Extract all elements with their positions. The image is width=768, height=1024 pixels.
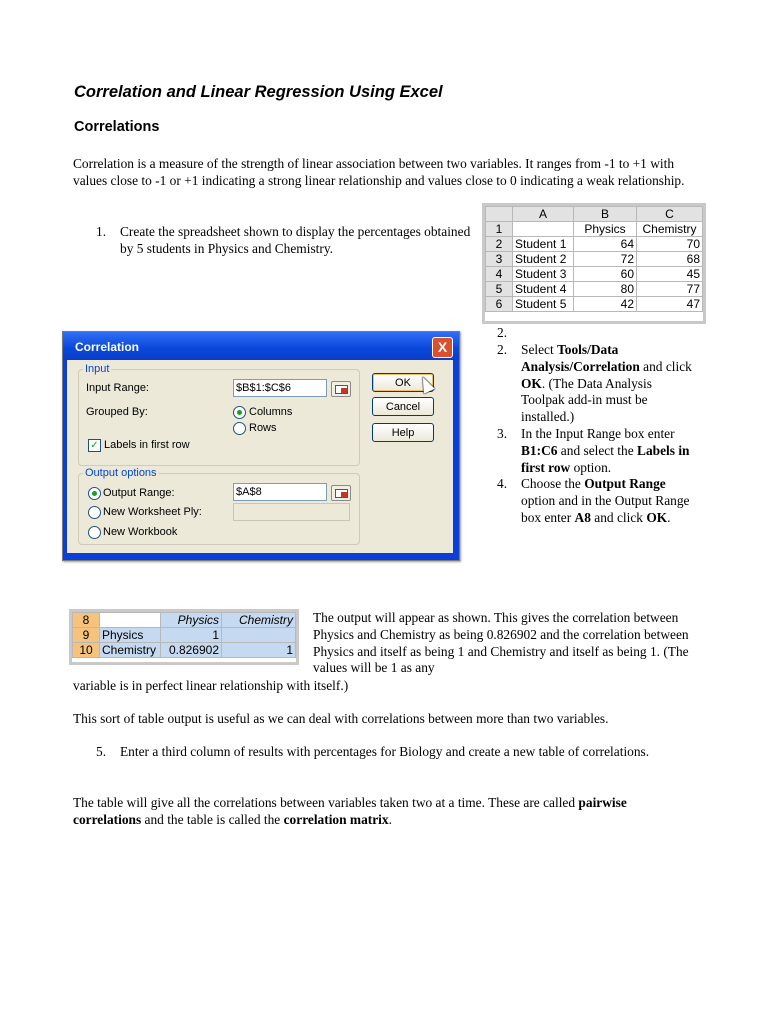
columns-radio[interactable] — [233, 406, 246, 419]
input-range-field[interactable]: $B$1:$C$6 — [233, 379, 327, 397]
cell: 80 — [574, 282, 637, 297]
step-3-text: In the Input Range box enter B1:C6 and select the Labels in first row option. — [521, 426, 690, 475]
new-workbook-radio[interactable] — [88, 526, 101, 539]
step-2-number: 2. — [497, 342, 508, 357]
cell: Student 1 — [513, 237, 574, 252]
table-row — [486, 282, 703, 297]
output-paragraph-tail: variable is in perfect linear relationship with itself.) — [73, 678, 349, 693]
step-4-number: 4. — [497, 476, 508, 491]
cell: Student 3 — [513, 267, 574, 282]
table-row — [486, 252, 703, 267]
cell: 70 — [637, 237, 703, 252]
cell: 42 — [574, 297, 637, 312]
cell: 0.826902 — [161, 643, 222, 658]
cell: Physics — [161, 613, 222, 628]
rows-label: Rows — [249, 422, 277, 434]
table-row — [486, 297, 703, 312]
step-1-number: 1. — [96, 224, 107, 239]
collapse-dialog-arrow-icon — [341, 492, 347, 497]
row-header: 8 — [73, 613, 100, 628]
cell: 47 — [637, 297, 703, 312]
table-row — [486, 267, 703, 282]
cancel-button[interactable]: Cancel — [372, 397, 434, 416]
col-header-b: B — [574, 207, 637, 222]
labels-first-row-label: Labels in first row — [104, 439, 190, 451]
row-header: 10 — [73, 643, 100, 658]
columns-label: Columns — [249, 406, 293, 418]
close-button[interactable]: X — [432, 337, 453, 358]
cell — [100, 613, 161, 628]
row-header: 6 — [486, 297, 513, 312]
cell: 1 — [222, 643, 296, 658]
col-header-a: A — [513, 207, 574, 222]
table-row — [486, 222, 703, 237]
cell: Chemistry — [222, 613, 296, 628]
page-title: Correlation and Linear Regression Using Excel — [74, 83, 443, 101]
help-button[interactable]: Help — [372, 423, 434, 442]
cell: Physics — [100, 628, 161, 643]
table-row — [73, 628, 296, 643]
step-5-number: 5. — [96, 744, 107, 759]
cell: 72 — [574, 252, 637, 267]
correlation-dialog — [62, 331, 460, 561]
step-1-text: Create the spreadsheet shown to display the percentages obtained by 5 students in Physics and Chemistry. — [120, 224, 471, 256]
new-worksheet-field[interactable] — [233, 503, 350, 521]
row-header: 3 — [486, 252, 513, 267]
intro-paragraph: Correlation is a measure of the strength of linear association between two variables. It ranges from -1 to +1 with values close to -1 or +1 indicating a strong linear relationship and values close to 0 indicating a weak relationship. — [73, 156, 685, 188]
col-header-c: C — [637, 207, 703, 222]
ok-button[interactable]: OK — [372, 373, 434, 392]
step-2-text: Select Tools/Data Analysis/Correlation and click OK. (The Data Analysis Toolpak add-in must be installed.) — [521, 342, 692, 425]
table-row — [73, 613, 296, 628]
rows-radio[interactable] — [233, 422, 246, 435]
cell — [222, 628, 296, 643]
cell: 1 — [161, 628, 222, 643]
new-workbook-label: New Workbook — [103, 526, 178, 538]
cell: Chemistry — [100, 643, 161, 658]
row-header: 2 — [486, 237, 513, 252]
output-range-collapse-button[interactable] — [331, 485, 351, 501]
table-paragraph: This sort of table output is useful as we can deal with correlations between more than two variables. — [73, 711, 609, 726]
corner-cell — [486, 207, 513, 222]
collapse-dialog-arrow-icon — [341, 388, 347, 393]
output-range-label: Output Range: — [103, 487, 175, 499]
row-header: 4 — [486, 267, 513, 282]
cell: Student 2 — [513, 252, 574, 267]
dialog-body — [67, 360, 453, 553]
cell: 45 — [637, 267, 703, 282]
final-paragraph: The table will give all the correlations between variables taken two at a time. These are called pairwise correlations and the table is called the correlation matrix. — [73, 795, 627, 827]
cell: 68 — [637, 252, 703, 267]
cell: 77 — [637, 282, 703, 297]
input-group-label: Input — [85, 363, 110, 375]
output-paragraph: The output will appear as shown. This gives the correlation between Physics and Chemistry as being 0.826902 and the correlation between Physics and itself as being 1 and Chemistry and itself as being 1. (The values will be 1 as any — [313, 610, 689, 676]
spreadsheet-output — [69, 609, 299, 665]
new-worksheet-radio[interactable] — [88, 506, 101, 519]
step-5-text: Enter a third column of results with percentages for Biology and create a new table of correlations. — [120, 744, 650, 759]
spreadsheet-students — [482, 203, 706, 324]
output-range-field[interactable]: $A$8 — [233, 483, 327, 501]
output-group-label: Output options — [85, 467, 157, 479]
table-row — [73, 643, 296, 658]
dialog-title: Correlation — [75, 340, 140, 354]
cell: Student 4 — [513, 282, 574, 297]
section-heading: Correlations — [74, 119, 160, 135]
new-worksheet-label: New Worksheet Ply: — [103, 506, 202, 518]
step-4-text: Choose the Output Range option and in the Output Range box enter A8 and click OK. — [521, 476, 690, 525]
grouped-by-label: Grouped By: — [86, 406, 148, 418]
dialog-titlebar — [63, 332, 459, 360]
cell: 60 — [574, 267, 637, 282]
input-range-label: Input Range: — [86, 382, 149, 394]
input-range-collapse-button[interactable] — [331, 381, 351, 397]
cell: 64 — [574, 237, 637, 252]
stray-list-number: 2. — [497, 325, 508, 340]
row-header: 1 — [486, 222, 513, 237]
row-header: 9 — [73, 628, 100, 643]
labels-first-row-checkbox[interactable]: ✓ — [88, 439, 101, 452]
cell: Student 5 — [513, 297, 574, 312]
row-header: 5 — [486, 282, 513, 297]
cell: Physics — [574, 222, 637, 237]
cell — [513, 222, 574, 237]
step-3-number: 3. — [497, 426, 508, 441]
cell: Chemistry — [637, 222, 703, 237]
output-range-radio[interactable] — [88, 487, 101, 500]
table-row — [486, 237, 703, 252]
